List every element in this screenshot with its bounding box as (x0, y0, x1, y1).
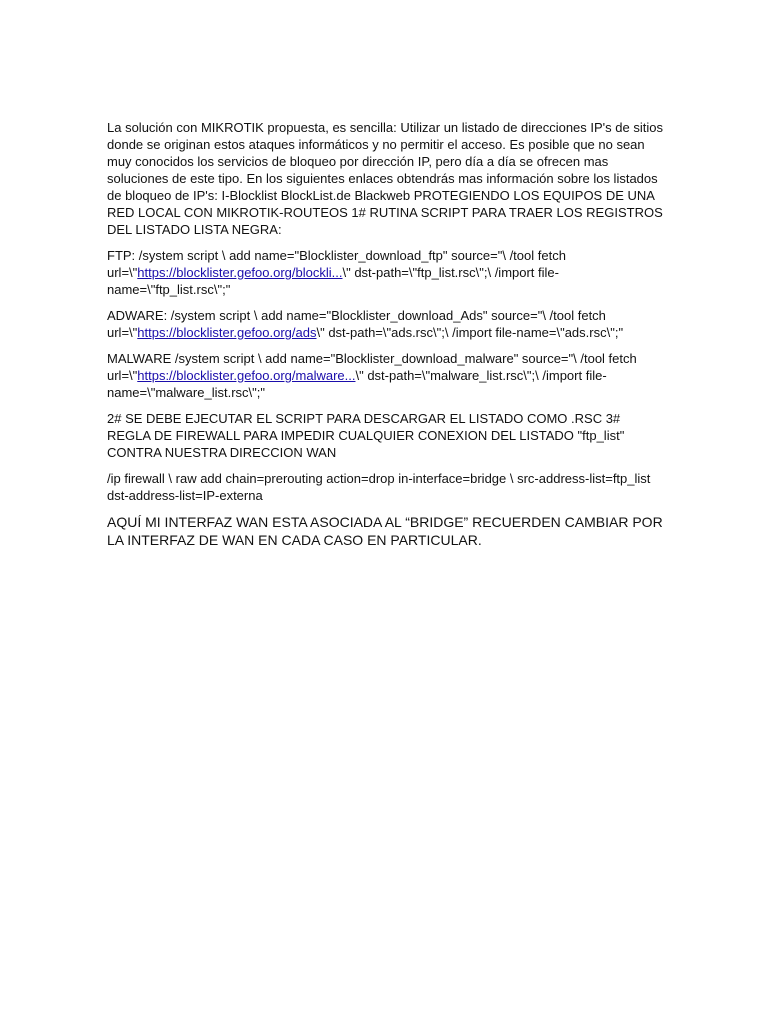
malware-script-paragraph (107, 350, 667, 401)
wan-note-paragraph: AQUÍ MI INTERFAZ WAN ESTA ASOCIADA AL “BRIDGE” RECUERDEN CAMBIAR POR LA INTERFAZ DE WAN EN CADA CASO EN PARTICULAR. (107, 514, 663, 548)
firewall-rule-paragraph: /ip firewall \ raw add chain=prerouting action=drop in-interface=bridge \ src-address-list=ftp_list dst-address-list=IP-externa (107, 471, 651, 503)
adware-script-prefix: ADWARE: /system script \ add name="Blocklister_download_Ads" source="\ /tool fetch url=\" (107, 308, 606, 340)
malware-script-suffix: \" dst-path=\"malware_list.rsc\";\ /import file-name=\"malware_list.rsc\";" (107, 368, 607, 400)
malware-blocklist-link[interactable]: https://blocklister.gefoo.org/malware... (137, 368, 356, 383)
ftp-script-suffix: \" dst-path=\"ftp_list.rsc\";\ /import file-name=\"ftp_list.rsc\";" (107, 265, 559, 297)
ftp-script-paragraph (107, 247, 667, 298)
adware-blocklist-link[interactable]: https://blocklister.gefoo.org/ads (137, 325, 317, 340)
adware-script-suffix: \" dst-path=\"ads.rsc\";\ /import file-name=\"ads.rsc\";" (316, 325, 624, 340)
malware-script-prefix: MALWARE /system script \ add name="Blocklister_download_malware" source="\ /tool fetch url=\" (107, 351, 637, 383)
document-page (107, 119, 667, 549)
step2-paragraph: 2# SE DEBE EJECUTAR EL SCRIPT PARA DESCARGAR EL LISTADO COMO .RSC 3# REGLA DE FIREWALL PARA IMPEDIR CUALQUIER CONEXION DEL LISTADO "ftp_list" CONTRA NUESTRA DIRECCION WAN (107, 411, 625, 460)
intro-paragraph: La solución con MIKROTIK propuesta, es sencilla: Utilizar un listado de direcciones IP's de sitios donde se originan estos ataques informáticos y no permitir el acceso. Es posible que no sean muy conocidos los servicios de bloqueo por dirección IP, pero día a día se ofrecen mas soluciones de este tipo. En los siguientes enlaces obtendrás mas información sobre los listados de bloqueo de IP's: I-Blocklist BlockList.de Blackweb PROTEGIENDO LOS EQUIPOS DE UNA RED LOCAL CON MIKROTIK-ROUTEOS 1# RUTINA SCRIPT PARA TRAER LOS REGISTROS DEL LISTADO LISTA NEGRA: (107, 120, 663, 237)
adware-script-paragraph (107, 307, 667, 341)
ftp-script-prefix: FTP: /system script \ add name="Blocklister_download_ftp" source="\ /tool fetch url=\" (107, 248, 566, 280)
ftp-blocklist-link[interactable]: https://blocklister.gefoo.org/blockli... (137, 265, 343, 280)
